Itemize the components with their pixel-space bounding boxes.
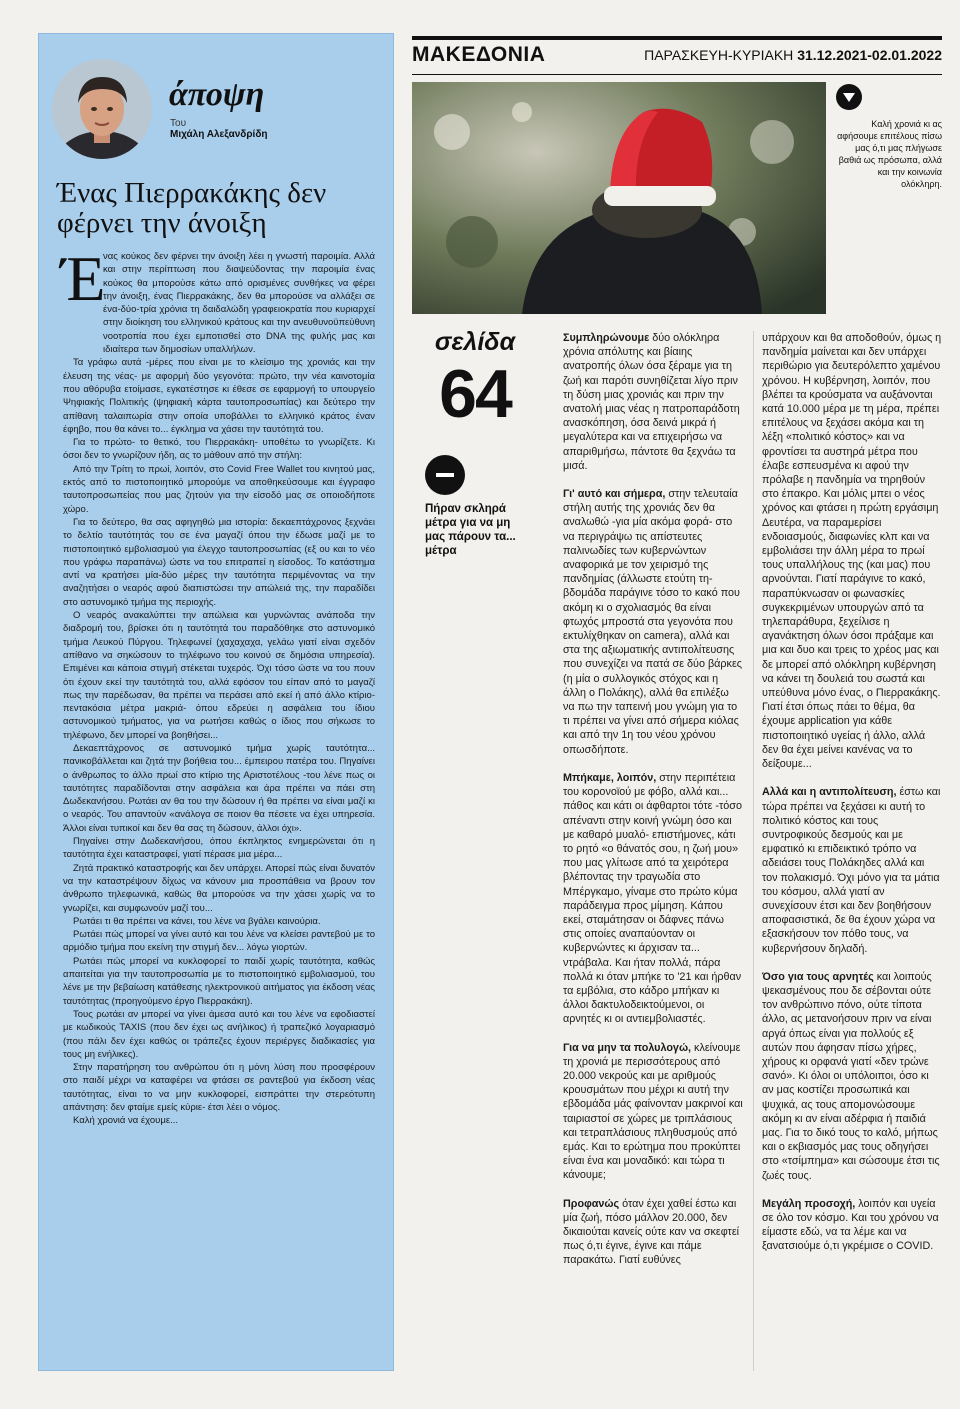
newspaper-title: ΜΑΚΕΔΟΝΙΑ [412,43,546,66]
paragraph-lead: Συμπληρώνουμε [563,332,650,344]
paragraph: Για το πρώτο- το θετικό, του Πιερρακάκη- υποθέτω το γνωρίζετε. Κι όσοι δεν το γνωρίζουν ήδη, ας το μάθουν από την στήλη: [63,437,375,462]
byline-prefix: Του [170,118,187,129]
paragraph-lead: Αλλά και η αντιπολίτευση, [762,786,897,799]
issue-date-prefix: ΠΑΡΑΣΚΕΥΗ-ΚΥΡΙΑΚΗ [644,47,794,63]
page-header [412,36,942,75]
paragraph: Τους ρωτάει αν μπορεί να γίνει άμεσα αυτό και του λένε να εφοδιαστεί με κωδικούς TAXIS (που δεν έχει ως ανήλικος) ή τραπεζικό λογαριασμό (που πάλι δεν έχει καθώς οι τράπεζες έχουν περιέργες διαδικασίες για τους μη ενήλικες). [63,1008,375,1060]
paragraph-text: στην περιπέτεια του κορονοϊού με φόβο, αλλά και... πάθος και κάτι οι άφθαρτοι τότε -τόσο απέναντι στην κοινή γνώμη όσο και με καθαρό μυαλό- επιστήμονες, κάτι το ρητό «ο θάνατός σου, η ζωή μου» που μας γλίτωσε από τα χειρότερα βλέποντας την τραγωδία στο Μπέργκαμο, γίναμε στο πρώτο κύμα παράδειγμα προς μίμηση. Κάπου εκεί, σταμάτησαν οι δάφνες πάνω στις οποίες αναπαύονταν οι κυβερνώντες κι άρχισαν τα... ντράβαλα. Και ήταν πολλά, πάρα πολλά κι όταν μπήκε το '21 και ήρθαν τα εμβόλια, στο κάδρο μπήκαν κι άλλοι δακτυλοδεικτούμενοι, οι αρνητές κι οι αντιεμβολιαστές. [563,771,742,1026]
column-paragraph [762,785,942,955]
paragraph: Ρωτάει τι θα πρέπει να κάνει, του λένε να βγάλει καινούρια. [73,915,321,927]
paragraph-text: υπάρχουν και θα αποδοθούν, όμως η πανδημία μαίνεται και δεν υπάρχει περιθώριο για δευτερόλεπτο χαμένου χρόνου. Η κυβέρνηση, λοιπόν, που βλέπει τα κρούσματα να αυξάνονται κατά 10.000 μέρα με τη μέρα, πρέπει επιτέλους να ξεχάσει ακόμα και τη λέξη «πολιτικό κόστος» και να φροντίσει τα αυστηρά μέτρα που έλαβε εσπευσμένα κι αφού την πρόλαβε η πανδημία να τηρηθούν στο έπακρο. Και μόλις μπει ο νέος χρόνος και φτάσει η πρώτη εργάσιμη Δευτέρα, να παραμερίσει ενδοιασμούς, διαφωνίες κλπ και να εμβολιάσει την άλλη μέρα το πρωί τους υπαλλήλους της (και μας) που αρνούνται. Γιατί παράγινε το κακό, παραπύκνωσαν οι φωνασκίες συγκεκριμένων υπουργών από τα τηλεπαράθυρα, ξεχείλισε η αγανάκτηση όλων όσοι πράξαμε και μια και δυο και τρεις το χρέος μας και δε μπορεί από ολόκληρη κυβέρνηση να κάνει τη δουλειά του σωστά και υπεύθυνα μόνο ένας, ο Πιερρακάκης. Γιατί έτσι όπως πάει το θέμα, θα έχουμε application για κάθε πιστοποιητικό υγείας ή άλλο, αλλά δεν θα έχει μείνει κανένας να το δείξουμε... [762,332,942,771]
feature-photo [412,82,826,314]
column-text-middle [563,331,743,1282]
opinion-panel [38,33,394,1371]
issue-date-range: 31.12.2021-02.01.2022 [797,47,942,63]
paragraph-lead: Όσο για τους αρνητές [762,970,874,983]
paragraph: Πηγαίνει στην Δωδεκανήσου, όπου έκπληκτος ενημερώνεται ότι η ταυτότητα έχει καταστραφεί, γιατί πέρασε μια μέρα... [63,836,375,861]
paragraph-text: και λοιπούς ψεκασμένους που δε σέβονται ούτε τον ανθρώπινο πόνο, ούτε τίποτα άλλο, ας μετανοήσουν πριν να είναι αργά όπως είναι για πολλούς εξ αυτών που άφησαν πίσω χήρες, χήρους κι ορφανά γιατί «δεν τρώνε σανό». Κι όλοι οι υπόλοιποι, όσο κι αν μας κοστίζει προσωπικά και ψυχικά, ας τους απομονώσουμε ακόμη κι αν είναι αδέρφια ή παιδιά μας. Για το δικό τους το καλό, μήπως και ο εκβιασμός μας τους οδηγήσει στο «τσίμπημα» και σώσουμε έτσι τις ζωές τους. [762,970,940,1182]
column-paragraph [563,487,743,757]
triangle-down-icon [836,84,862,110]
article-headline: Ένας Πιερρακάκης δεν φέρνει την άνοιξη [57,177,327,239]
column-paragraph [762,331,942,771]
author-name: Μιχάλη Αλεξανδρίδη [170,129,268,140]
paragraph: Στην παρατήρηση του ανθρώπου ότι η μόνη λύση που προσφέρουν στο παιδί μέχρι να καταφέρει να φτάσει σε ραντεβού για έκδοση νέας ταυτότητας, είναι το να μην κυκλοφορεί, εισπράττει την στερεότυπη απάντηση: δεν φταίμε εμείς κύριε- έτσι λέει ο νόμος. [63,1062,375,1113]
paragraph: Ρωτάει πώς μπορεί να κυκλοφορεί το παιδί χωρίς ταυτότητα, καθώς απαιτείται για την ταυτοπροσωπία με το πιστοποιητικό εμβολιασμού, του λένε με την βεβαίωση κατάθεσης ηλεκτρονικού αιτήματος για έκδοση νέας ταυτότητας (προηγούμενο έργο Πιερρακάκη). [63,955,375,1007]
issue-date [644,47,942,63]
paragraph: Ρωτάει πώς μπορεί να γίνει αυτό και του λένε να κλείσει ραντεβού με το αρμόδιο τμήμα που εκείνη την στιγμή δεν... λόγω γιορτών. [63,929,375,954]
santa-hat-photo [412,82,826,314]
drop-cap: Έ [61,243,106,314]
section-label: άποψη [169,76,265,113]
paragraph-text: δύο ολόκληρα χρόνια απόλυτης και βίαιης ανατροπής όλων όσα ξέραμε για τη ζωή και παρότι συνηθίζεται λίγο πριν τη δύση μιας χρονιάς και πριν την ανατολή μιας νέας η πατροπαράδοτη ανασκόπηση, όσα δεινά μικρά ή μεγαλύτερα και να επιχειρήσω να απαριθμήσω, πάντοτε θα ξεχνάω τα μισά. [563,332,740,472]
paragraph-lead: Μεγάλη προσοχή, [762,1197,856,1210]
paragraph: Δεκαεπτάχρονος σε αστυνομικό τμήμα χωρίς ταυτότητα... πανικοβάλλεται και ζητά την βοήθεια του... έμπειρου πατέρα του. Πηγαίνει ο άνθρωπος το άλλο πρωί στο κτίριο της Αριστοτέλους -του λένε πως οι ταυτότητες παραδίδονται στην ασφάλεια και άρα πρέπει να πάει στη Δωδεκανήσου. Ρωτάει αν θα του την δώσουν ή θα πρέπει να είναι μαζί κι ο νεαρός. Του απαντούν «ανάλογα σε ποιον θα πέσετε να έχει υπηρεσία. Άλλοι είναι τυπικοί και δεν θα σας τη δώσουν, άλλοι όχι». [63,742,375,834]
page-reference [426,328,524,434]
paragraph: Για το δεύτερο, θα σας αφηγηθώ μια ιστορία: δεκαεπτάχρονος ξεχνάει το δελτίο ταυτότητάς του σε ένα μαγαζί όπου την έδωσε μαζί με το πιστοποιητικό εμβολιασμού για έλεγχο ταυτοπροσωπίας (εξ ου και το νέο που γράφω παραπάνω) ώστε να του επιτραπεί η είσοδος. Το κατάστημα αντί να κρατήσει μία-δύο μέρες την ταυτότητα περιμένοντας να την αναζητήσει ο νεαρός αφού διαπιστώσει την απώλειά της, την παραδίδει στο αστυνομικό τμήμα της περιοχής. [63,516,375,608]
column-paragraph [563,1197,743,1268]
paragraph: Ζητά πρακτικό καταστροφής και δεν υπάρχει. Απορεί πώς είναι δυνατόν να την καταστρέψουν δίχως να κάνουν μια προσπάθεια να βρουν τον άνθρωπο τηλεφωνικά, καθώς θα μπορούσε να την χάσει χωρίς να το γνωρίζει, και συμφωνούν μαζί του... [63,862,375,914]
column-divider [753,331,754,1371]
page-number: 64 [439,356,511,432]
column-paragraph [563,1041,743,1183]
paragraph: Ο νεαρός ανακαλύπτει την απώλεια και γυρνώντας ανάποδα την διαδρομή του, βρίσκει ότι η ταυτότητά του παραδόθηκε στο αστυνομικό τμήμα Λευκού Πύργου. Τηλεφωνεί (χαχαχαχα, γελάω γιατί είναι σχεδόν απίθανο να σηκώσουν το τηλέφωνο του κοινού σε δημόσια υπηρεσία). Επιμένει και κάποια στιγμή στέκεται τυχερός. Όχι τόσο ώστε να του πουν ότι έχουν εκεί την ταυτότητά του, αλλά εφόσον του είπαν από το μαγαζί πως την παρέδωσαν, θα πρέπει να περάσει από εκεί ή από άλλο κτίριο- πεντακόσια μέτρα μακριά- όπου εδρεύει η ασφάλεια του ίδιου αστυνομικού τμήματος, για να ρωτήσει καθώς ο ίδιος που σήκωσε το τηλέφωνο, δεν μπορεί να βοηθήσει... [63,610,375,741]
page-word: σελίδα [434,328,516,356]
column-text-right [762,331,942,1268]
article-body [61,243,375,1128]
paragraph: Από την Τρίτη το πρωί, λοιπόν, στο Covid Free Wallet του κινητού μας, εκτός από το πιστοποιητικό μπορούμε να αποθηκεύσουμε και έγγραφο ταυτοπροσωπείας που μας ζητούν για την είσοδό μας σε οποιοδήποτε χώρο. [63,463,375,515]
column-paragraph [563,771,743,1027]
paragraph-text: όταν έχει χαθεί έστω και μία ζωή, πόσο μάλλον 20.000, δεν δικαιούται κανείς ούτε καν να σκεφτεί πως ό,τι έγινε, έγινε και πάμε παρακάτω. Γιατί ευθύνες [563,1197,740,1267]
paragraph: Καλή χρονιά να έχουμε... [73,1115,179,1127]
paragraph: νας κούκος δεν φέρνει την άνοιξη λέει η γνωστή παροιμία. Αλλά και στην περίπτωση που διαψεύδοντας την παροιμία ένας κούκος θα μπορούσε κάτω από ορισμένες συνθήκες να φέρει την άνοιξη, ένας Πιερρακάκης, δεν θα μπορούσε να αλλάξει σε ένα-δύο-τρία χρόνια τη δαιδαλώδη γραφειοκρατία που κυριαρχεί στην διοίκηση του ελληνικού κράτους και την ανευθυνοϋπεύθυνη νοοτροπία που έχει εμποτισθεί στο DNA της φυλής μας και ιδιαίτερα των δημοσίων υπαλλήλων. [103,251,375,356]
column-paragraph [762,970,942,1183]
paragraph-lead: Προφανώς [563,1197,620,1210]
paragraph-lead: Για να μην τα πολυλογώ, [563,1041,692,1054]
paragraph-lead: Γι' αυτό και σήμερα, [563,488,666,501]
column-paragraph [762,1197,942,1254]
author-portrait [52,59,152,159]
paragraph: Τα γράφω αυτά -μέρες που είναι με το κλείσιμο της χρονιάς και την έλευση της νέας- με αφορμή δύο γεγονότα: πρώτο, την νέα καινοτομία που αθόρυβα ετοίμασε, εγκατέστησε κι έθεσε σε εφαρμογή το υπουργείο Ψηφιακής Πολιτικής (ψηφιακή κάρτα ταυτοπροσωπίας) και δεύτερο την απίθανη ταλαιπωρία στην οποία υποβάλλει το ελληνικό κράτος έναν έφηβο, που θα κάνει το... έγκλημα να χάσει την ταυτότητά του. [63,357,375,435]
photo-caption: Καλή χρονιά κι ας αφήσουμε επιτέλους πίσω μας ό,τι μας πλήγωσε βαθιά ως πρόσωπα, αλλά και την κοινωνία ολόκληρη. [837,119,942,189]
paragraph-text: στην τελευταία στήλη αυτής της χρονιάς δεν θα αναλωθώ -για μία ακόμα φορά- στο να περιγράψω τις απίστευτες παλινωδίες των κυβερνώντων αναφορικά με τον χειρισμό της πανδημίας (άλλωστε ετούτη τη-βδομάδα παράγινε τόσο το κακό που ακόμη κι ο σχολιασμός θα είναι φτωχός μπροστά στα γεγονότα που εκτυλίχθηκαν on camera), αλλά και στα της αξιωματικής αντιπολίτευσης που συνεχίζει να πατά σε δύο βάρκες (η μία ο συλλογικός στόχος και η άλλη ο Πολάκης), αλλά θα επιλέξω να πω την ταπεινή μου γνώμη για το τι πρέπει να γίνει από σήμερα κιόλας και από την 1η του νέου χρόνου οπωσδήποτε. [563,488,742,756]
author-photo [52,59,152,159]
paragraph-lead: Μπήκαμε, λοιπόν, [563,771,657,784]
paragraph-text: έστω και τώρα πρέπει να ξεχάσει κι αυτή το πολιτικό κόστος και τους συντροφικούς δεσμούς και με εμφατικό κι επιδεικτικό τρόπο να αδειάσει τους Πολάκηδες αλλά και τον πολακισμό. Όχι μόνο για τα μάτια του κόσμου, αλλά γιατί αν συνεχίσουν έτσι και δεν βοηθήσουν αποφασιστικά, δε θα έχουν χώρα να εξασκήσουν τον πόθο τους, να κυβερνήσουν δηλαδή. [762,786,941,955]
page-reference-note: Πήραν σκληρά μέτρα για να μη μας πάρουν τα... μέτρα [425,503,516,557]
paragraph-text: λοιπόν και υγεία σε όλο τον κόσμο. Και του χρόνου να είμαστε εδώ, να τα λέμε και να ξανατσιούμε ό,τι γκρέμισε ο COVID. [762,1197,939,1253]
minus-icon [425,455,465,495]
column-paragraph [563,331,743,473]
paragraph-text: κλείνουμε τη χρονιά με περισσότερους από 20.000 νεκρούς και με αριθμούς κρουσμάτων που μέχρι κι αυτή την εβδομάδα μάς φαίνονταν μακρινοί και ταιριαστοί σε χώρες με τριπλάσιους και τετραπλάσιους πληθυσμούς από εμάς. Και το ερώτημα που προκύπτει είναι ένα και μοναδικό: και τώρα τι κάνουμε; [563,1041,743,1182]
